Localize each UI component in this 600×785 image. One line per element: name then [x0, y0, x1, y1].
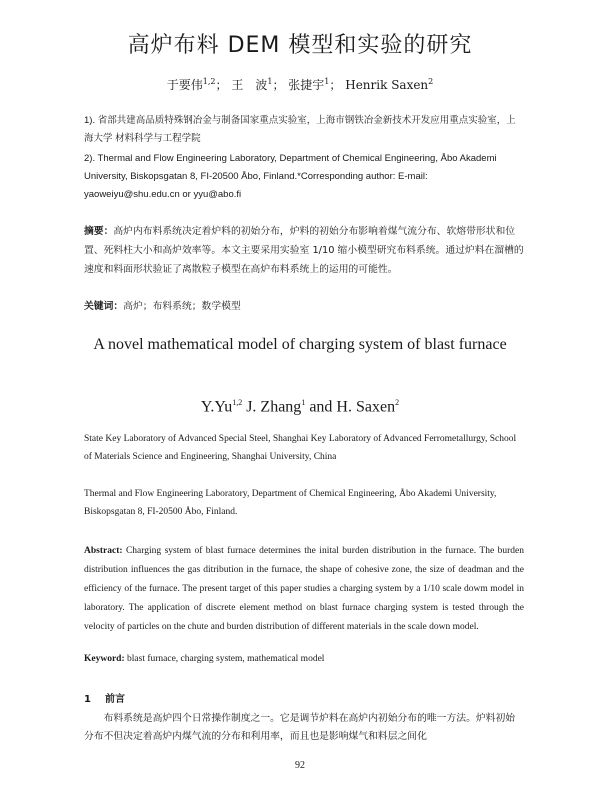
page-number: 92	[295, 760, 305, 771]
author-name: 张捷宇	[288, 78, 325, 92]
english-keywords	[84, 654, 524, 664]
author-separator: ；	[272, 78, 285, 92]
english-author-line	[0, 398, 600, 416]
author-superscript: 1,2	[232, 398, 243, 407]
english-abstract-text: Charging system of blast furnace determines the inital burden distribution in the furnace. The burden distribution influences the gas ditribution in the furnace, the shape of cohesive zone, the size of deadman and the efficiency of the furnace. The present target of this paper studies a charging system by a 1/10 scale dowm model in laboratory. The application of discrete element method on blast furnace charging system is tested through the velocity of particles on the chute and burden distribution of different materials in the scale down model.	[84, 546, 524, 632]
english-affiliation-2: Thermal and Flow Engineering Laboratory, Department of Chemical Engineering, Åbo Akademi University, Biskopsgatan 8, FI-20500 Åbo, Finland.	[84, 489, 497, 517]
section-title: 前言	[104, 694, 125, 705]
author-name: Henrik Saxen	[345, 78, 429, 92]
author-name: Y.Yu	[200, 398, 233, 416]
author-name: and H. Saxen	[305, 398, 396, 416]
english-keywords-label: Keyword:	[84, 654, 125, 664]
chinese-author-line	[0, 76, 600, 93]
affiliation-1: 1). 省部共建高品质特殊钢冶金与制备国家重点实验室，上海市钢铁冶金新技术开发应用重点实验室，上海大学 材料科学与工程学院	[84, 115, 516, 144]
author-superscript: 2	[395, 398, 400, 407]
author-separator: ；	[329, 78, 342, 92]
chinese-keywords-text: 高炉；布料系统；数学模型	[123, 301, 241, 312]
english-affiliation-1: State Key Laboratory of Advanced Special Steel, Shanghai Key Laboratory of Advanced Ferrometallurgy, School of Materials Science and Engineering, Shanghai University, China	[84, 434, 517, 462]
chinese-abstract-label: 摘要：	[84, 226, 114, 237]
author-superscript: 2	[428, 77, 434, 86]
affiliation-2: 2). Thermal and Flow Engineering Laboratory, Department of Chemical Engineering, Åbo Akademi University, Biskopsgatan 8, FI-20500 Åbo, Finland.*Corresponding author: E-mail: yaoweiyu@shu.edu.cn or yyu@abo.fi	[84, 153, 497, 200]
chinese-keywords	[84, 298, 524, 312]
section-heading	[84, 690, 139, 705]
author-name: 王 波	[231, 78, 268, 92]
chinese-abstract	[84, 222, 524, 279]
chinese-title: 高炉布料 DEM 模型和实验的研究	[127, 33, 473, 58]
author-superscript: 1	[301, 398, 306, 407]
chinese-abstract-text: 高炉内布料系统决定着炉料的初始分布，炉料的初始分布影响着煤气流分布、软熔带形状和位置、死料柱大小和高炉效率等。本文主要采用实验室 1/10 缩小模型研究布料系统。通过炉料在溜槽的速度和料面形状验证了离散粒子模型在高炉布料系统上的运用的可能性。	[84, 226, 524, 275]
english-abstract-label: Abstract:	[84, 546, 123, 556]
author-name: 于要伟	[166, 78, 203, 92]
author-superscript: 1	[324, 77, 330, 86]
english-keywords-text: blast furnace, charging system, mathematical model	[124, 654, 325, 664]
author-name: J. Zhang	[242, 398, 302, 416]
author-separator: ；	[215, 78, 228, 92]
chinese-keywords-label: 关键词：	[84, 301, 124, 312]
author-superscript: 1,2	[202, 77, 216, 86]
english-abstract	[84, 542, 524, 637]
section-number: 1	[84, 694, 91, 705]
english-title: A novel mathematical model of charging system of blast furnace	[93, 336, 507, 353]
body-paragraph: 布料系统是高炉四个日常操作制度之一。它是调节炉料在高炉内初始分布的唯一方法。炉料初始分布不但决定着高炉内煤气流的分布和利用率，而且也是影响煤气和料层之间化	[84, 713, 516, 742]
author-superscript: 1	[267, 77, 273, 86]
